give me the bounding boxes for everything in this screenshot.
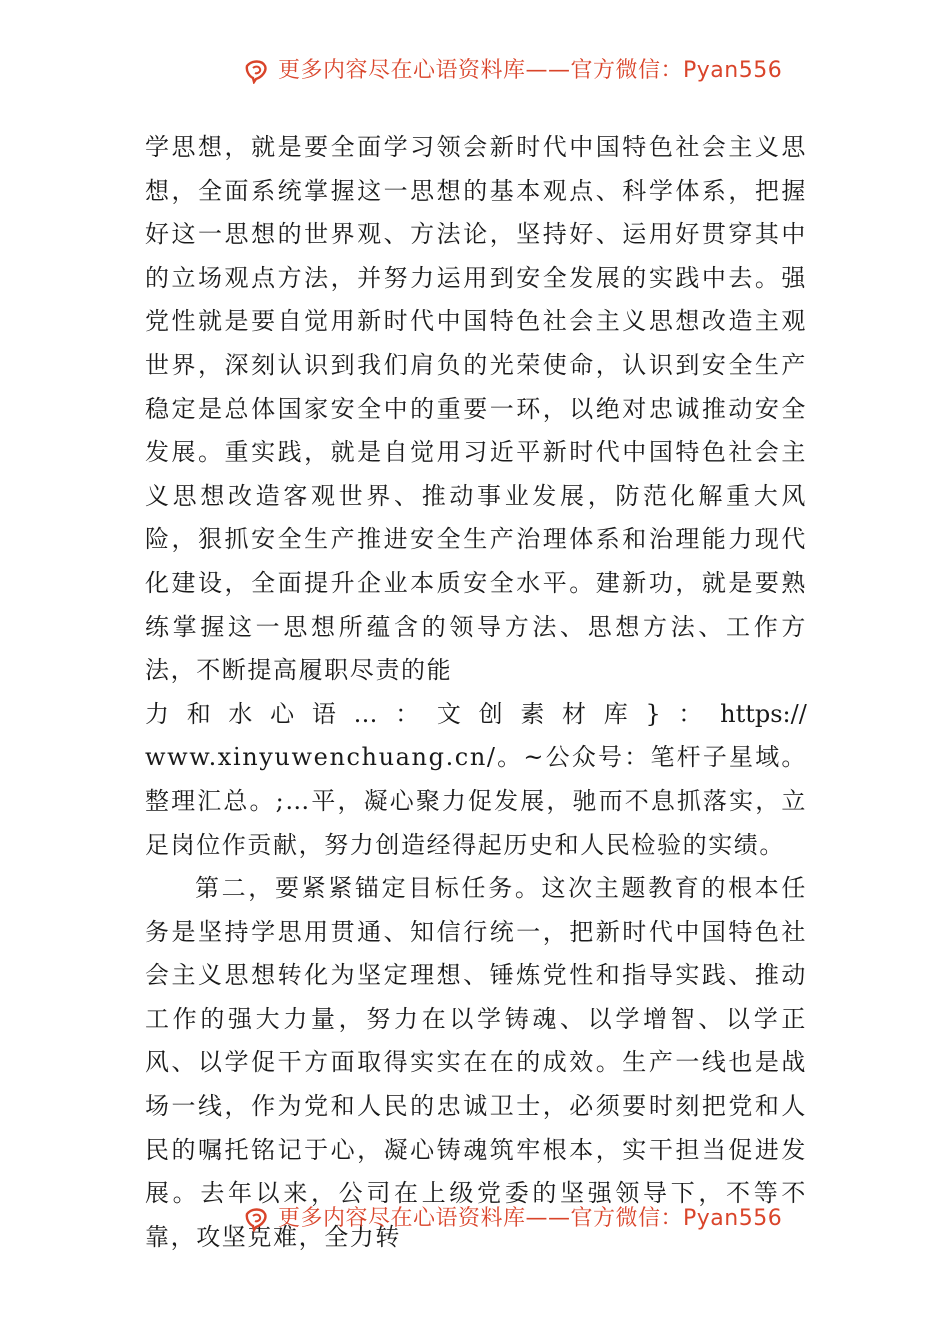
logo-icon [244,58,270,84]
watermark-text: 更多内容尽在心语资料库——官方微信：Pyan556 [278,58,783,83]
logo-icon [244,1206,270,1232]
spread-char: 心 [270,699,295,728]
spread-char: ： [678,699,703,728]
spread-char: } [645,699,661,728]
watermark-text: 更多内容尽在心语资料库——官方微信：Pyan556 [278,1206,783,1231]
header-watermark [0,54,950,88]
paragraph-1-tail: www.xinyuwenchuang.cn/。~公众号：笔杆子星域。整理汇总。;…平，凝心聚力促发展，驰而不息抓落实，立足岗位作贡献，努力创造经得起历史和人民检验的实绩。 [145,743,807,859]
footer-watermark [0,1202,950,1236]
paragraph-2: 第二，要紧紧锚定目标任务。这次主题教育的根本任务是坚持学思用贯通、知信行统一，把新时代中国特色社会主义思想转化为坚定理想、锤炼党性和指导实践、推动工作的强大力量，努力在以学铸魂、以学增智、以学正风、以学促干方面取得实实在在的成效。生产一线也是战场一线，作为党和人民的忠诚卫士，必须要时刻把党和人民的嘱托铭记于心，凝心铸魂筑牢根本，实干担当促进发展。去年以来，公司在上级党委的坚强领导下，不等不靠，攻坚克难，全力转 [145,874,807,1251]
paragraph-1: 学思想，就是要全面学习领会新时代中国特色社会主义思想，全面系统掌握这一思想的基本观点、科学体系，把握好这一思想的世界观、方法论，坚持好、运用好贯穿其中的立场观点方法，并努力运用到安全发展的实践中去。强党性就是要自觉用新时代中国特色社会主义思想改造主观世界，深刻认识到我们肩负的光荣使命，认识到安全生产稳定是总体国家安全中的重要一环，以绝对忠诚推动安全发展。重实践，就是自觉用习近平新时代中国特色社会主义思想改造客观世界、推动事业发展，防范化解重大风险，狠抓安全生产推进安全生产治理体系和治理能力现代化建设，全面提升企业本质安全水平。建新功，就是要熟练掌握这一思想所蕴含的领导方法、思想方法、工作方法，不断提高履职尽责的能 [145,133,807,685]
spread-char: 力 [145,699,169,728]
spread-char: 材 [562,699,587,728]
spread-char: 语 [311,699,336,728]
spread-line [145,693,807,737]
spread-char: 创 [478,699,503,728]
spread-char: 素 [520,699,545,728]
spread-char: … [353,699,378,728]
spread-char: 库 [603,699,628,728]
spread-char: 和 [186,699,211,728]
document-body [145,126,807,1259]
spread-char: ： [395,699,420,728]
spread-char: 水 [228,699,253,728]
spread-char: 文 [436,699,461,728]
spread-url-fragment: https:// [720,699,807,728]
